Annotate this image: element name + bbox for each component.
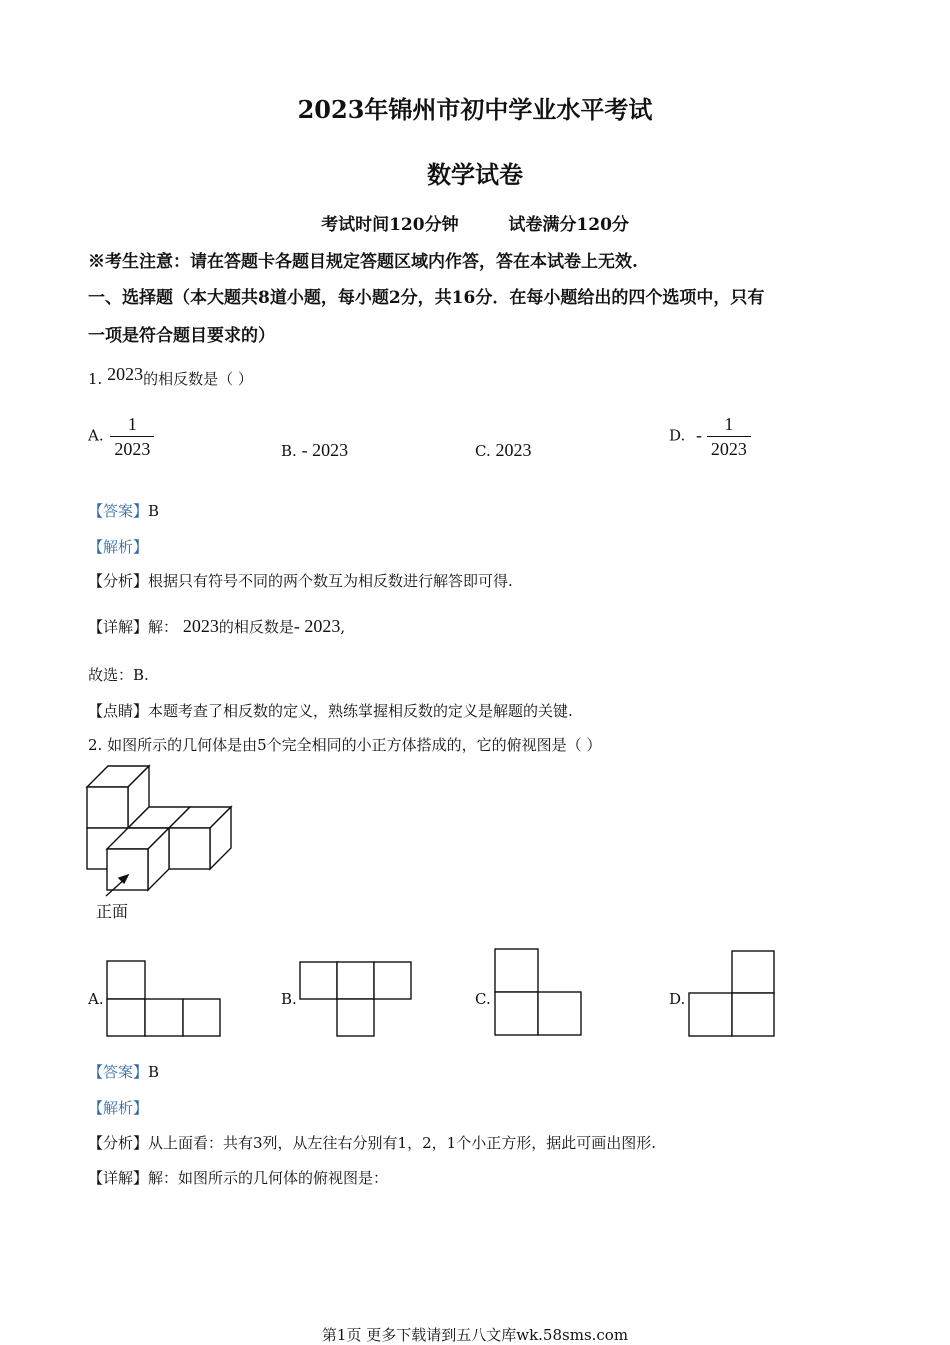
q2-option-a-figure — [106, 960, 226, 1040]
fenxi-text: 从上面看：共有3列，从左往右分别有1，2，1个小正方形，据此可画出图形. — [148, 1134, 656, 1152]
answer-value: B — [148, 1063, 160, 1081]
detail-end: , — [340, 618, 346, 636]
q1-fenxi — [88, 570, 513, 591]
detail-tag: 【详解】 — [88, 1169, 149, 1187]
page-title: 2023年锦州市初中学业水平考试 — [297, 95, 653, 124]
exam-time: 考试时间120分钟 — [321, 215, 459, 235]
square — [337, 962, 374, 999]
q2-option-c-label: C. — [475, 990, 491, 1008]
answer-tag: 【答案】 — [88, 1063, 149, 1081]
q2-option-d-label: D. — [669, 990, 686, 1008]
cube-face — [169, 828, 210, 869]
q1-option-a — [88, 412, 154, 461]
q1-option-b-value: - 2023 — [301, 440, 349, 460]
notice: ※考生注意：请在答题卡各题目规定答题区域内作答，答在本试卷上无效. — [88, 252, 638, 272]
detail-expr-1: 2023 — [182, 616, 219, 636]
q2-solid-figure — [84, 764, 244, 899]
fraction-numerator: 1 — [707, 412, 751, 437]
detail-prefix: 解： — [148, 618, 179, 636]
q2-analysis-tag: 【解析】 — [88, 1099, 149, 1117]
comment-text: 本题考查了相反数的定义，熟练掌握相反数的定义是解题的关键. — [148, 702, 573, 720]
section1-heading: 一、选择题（本大题共8道小题，每小题2分，共16分．在每小题给出的四个选项中，只有 — [88, 288, 765, 308]
fenxi-tag: 【分析】 — [88, 572, 149, 590]
q1-stem-text: 的相反数是（ ） — [143, 370, 253, 388]
q2-fenxi — [88, 1132, 656, 1153]
square — [495, 992, 538, 1035]
square — [538, 992, 581, 1035]
q1-option-d-label: D. — [669, 426, 686, 445]
square — [107, 999, 145, 1036]
q1-stem — [88, 364, 253, 389]
q1-option-d-sign: - — [696, 424, 703, 445]
q1-comment — [88, 700, 573, 721]
detail-mid: 的相反数是 — [218, 618, 294, 636]
square — [732, 951, 774, 993]
square — [183, 999, 220, 1036]
fenxi-tag: 【分析】 — [88, 1134, 149, 1152]
full-score: 试卷满分120分 — [508, 215, 629, 235]
square — [145, 999, 183, 1036]
q1-option-c-label: C. — [475, 442, 491, 460]
q1-option-d-fraction — [707, 412, 751, 461]
square — [337, 999, 374, 1036]
q2-answer — [88, 1061, 159, 1082]
fenxi-text: 根据只有符号不同的两个数互为相反数进行解答即可得. — [148, 572, 513, 590]
q1-choose: 故选：B. — [88, 666, 149, 684]
detail-tag: 【详解】 — [88, 618, 149, 636]
q1-number: 1. — [88, 370, 103, 388]
q1-option-a-label: A. — [88, 426, 104, 445]
square — [689, 993, 732, 1036]
q1-analysis-tag: 【解析】 — [88, 538, 149, 556]
q2-stem: 2. 如图所示的几何体是由5个完全相同的小正方体搭成的，它的俯视图是（ ） — [88, 736, 602, 754]
answer-value: B — [148, 502, 160, 520]
square — [374, 962, 411, 999]
cube-face — [107, 849, 148, 890]
square — [300, 962, 337, 999]
q1-option-c — [475, 440, 532, 461]
page-footer: 第1页 更多下载请到五八文库wk.58sms.com — [321, 1326, 629, 1344]
q1-detail — [88, 616, 345, 637]
q1-option-d — [669, 412, 751, 461]
fraction-denominator: 2023 — [114, 439, 151, 459]
comment-tag: 【点睛】 — [88, 702, 149, 720]
fraction-denominator: 2023 — [710, 439, 747, 459]
q1-option-c-value: 2023 — [495, 440, 532, 460]
page-subtitle: 数学试卷 — [427, 160, 523, 189]
answer-tag: 【答案】 — [88, 502, 149, 520]
fraction-numerator: 1 — [110, 412, 154, 437]
q1-expr: 2023 — [107, 364, 144, 384]
q1-option-a-fraction — [110, 412, 154, 461]
q1-answer — [88, 500, 159, 521]
front-label: 正面 — [96, 902, 129, 921]
q2-option-b-figure — [299, 961, 415, 1041]
q1-option-b-label: B. — [281, 442, 297, 460]
square — [495, 949, 538, 992]
q2-option-c-figure — [494, 948, 586, 1040]
q2-option-b-label: B. — [281, 990, 297, 1008]
detail-text: 解：如图所示的几何体的俯视图是： — [148, 1169, 389, 1187]
q1-option-b — [281, 440, 348, 461]
q2-detail — [88, 1167, 388, 1188]
section1-heading-cont: 一项是符合题目要求的） — [88, 326, 275, 346]
q2-option-d-figure — [688, 950, 780, 1042]
cube-face — [87, 787, 128, 828]
exam-info — [0, 210, 950, 235]
square — [107, 961, 145, 999]
detail-expr-2: - 2023 — [293, 616, 341, 636]
square — [732, 993, 774, 1036]
q2-option-a-label: A. — [88, 990, 104, 1008]
